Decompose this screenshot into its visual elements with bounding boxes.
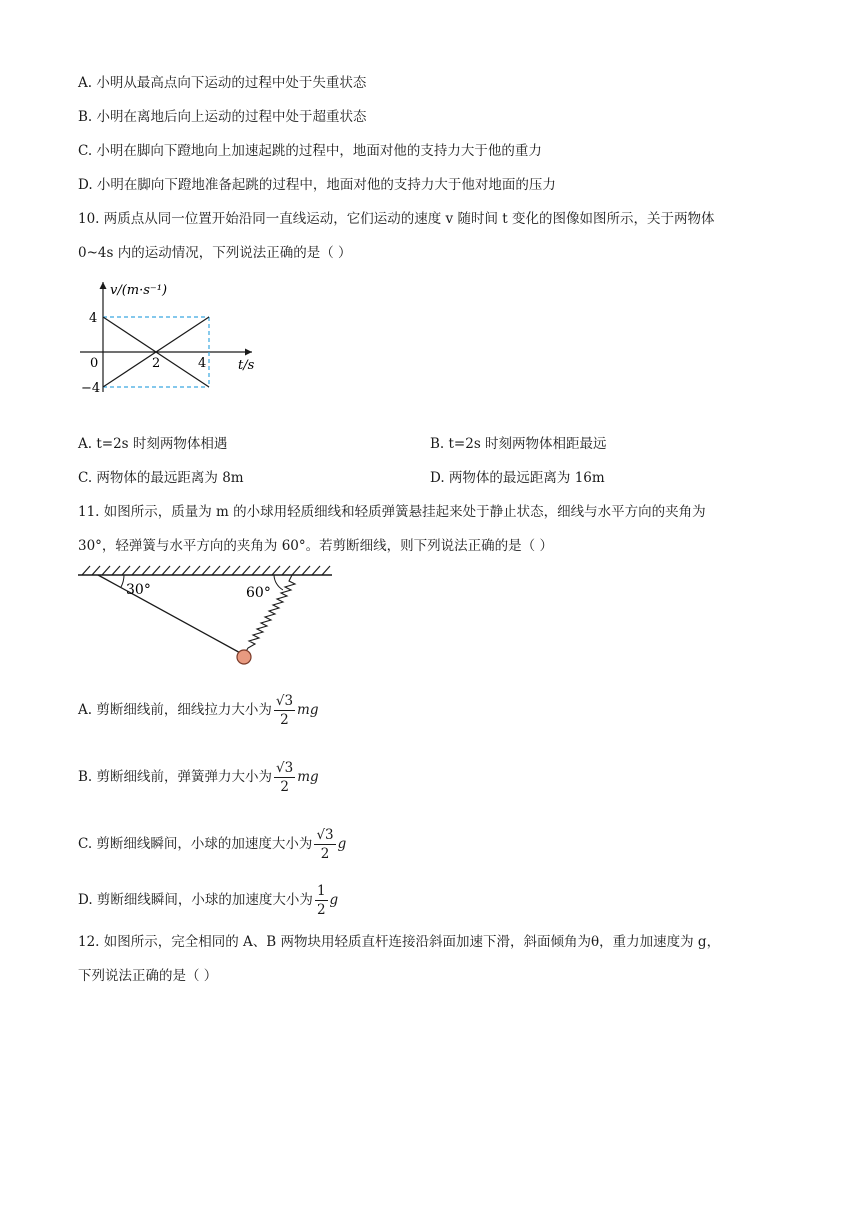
fraction-1-over-2: $\frac{1}{2}$ [316, 883, 326, 918]
string [98, 575, 244, 655]
q11-option-d: D. 剪断细线瞬间，小球的加速度大小为 $\frac{1}{2}$ g [78, 883, 339, 918]
q11-stem-line1: 11. 如图所示，质量为 m 的小球用轻质细线和轻质弹簧悬挂起来处于静止状态，细线与水平方向的夹角为 [78, 504, 706, 520]
angle-arc-30 [121, 575, 124, 587]
q12-stem-line2: 下列说法正确的是（ ） [78, 968, 218, 984]
angle-60-label: 60° [246, 585, 271, 601]
tick-y-4: 4 [89, 311, 98, 326]
fraction-sqrt3-over-2: $\frac{√3}{2}$ [316, 827, 334, 862]
y-axis-label: v/(m·s⁻¹) [110, 283, 168, 298]
q12-stem-line1: 12. 如图所示，完全相同的 A、B 两物块用轻质直杆连接沿斜面加速下滑，斜面倾角为θ，重力加速度为 g， [78, 934, 721, 950]
q10-stem-line2: 0~4s 内的运动情况，下列说法正确的是（ ） [78, 245, 352, 261]
fraction-sqrt3-over-2: $\frac{√3}{2}$ [276, 760, 294, 795]
q10-option-b: B. t=2s 时刻两物体相距最远 [430, 436, 607, 452]
ball [237, 650, 251, 664]
q9-option-d: D. 小明在脚向下蹬地准备起跳的过程中，地面对他的支持力大于他对地面的压力 [78, 177, 556, 193]
q11-option-b: B. 剪断细线前，弹簧弹力大小为 $\frac{√3}{2}$ mg [78, 760, 319, 795]
q9-option-c: C. 小明在脚向下蹬地向上加速起跳的过程中，地面对他的支持力大于他的重力 [78, 143, 542, 159]
q9-option-b: B. 小明在离地后向上运动的过程中处于超重状态 [78, 109, 367, 125]
q10-option-a: A. t=2s 时刻两物体相遇 [78, 436, 228, 452]
tick-x-2: 2 [152, 356, 161, 371]
origin-label: 0 [90, 356, 99, 371]
fraction-sqrt3-over-2: $\frac{√3}{2}$ [275, 693, 294, 728]
tick-y-neg4: −4 [81, 381, 101, 396]
q9-option-a: A. 小明从最高点向下运动的过程中处于失重状态 [78, 75, 367, 91]
q10-option-c: C. 两物体的最远距离为 8m [78, 470, 244, 486]
tick-x-4: 4 [198, 356, 207, 371]
ceiling-hatching [82, 566, 330, 575]
q10-velocity-time-graph [70, 272, 270, 412]
q11-option-c: C. 剪断细线瞬间，小球的加速度大小为 $\frac{√3}{2}$ g [78, 827, 347, 862]
q11-spring-string-diagram [78, 563, 338, 673]
q11-stem-line2: 30°，轻弹簧与水平方向的夹角为 60°。若剪断细线，则下列说法正确的是（ ） [78, 538, 553, 554]
q10-option-d: D. 两物体的最远距离为 16m [430, 470, 605, 486]
q10-stem-line1: 10. 两质点从同一位置开始沿同一直线运动，它们运动的速度 v 随时间 t 变化的图像如图所示，关于两物体 [78, 211, 715, 227]
angle-arc-60 [274, 575, 283, 590]
x-axis-label: t/s [238, 358, 255, 373]
angle-30-label: 30° [126, 582, 151, 598]
q11-option-a: A. 剪断细线前，细线拉力大小为 $\frac{√3}{2}$ mg [78, 693, 319, 728]
